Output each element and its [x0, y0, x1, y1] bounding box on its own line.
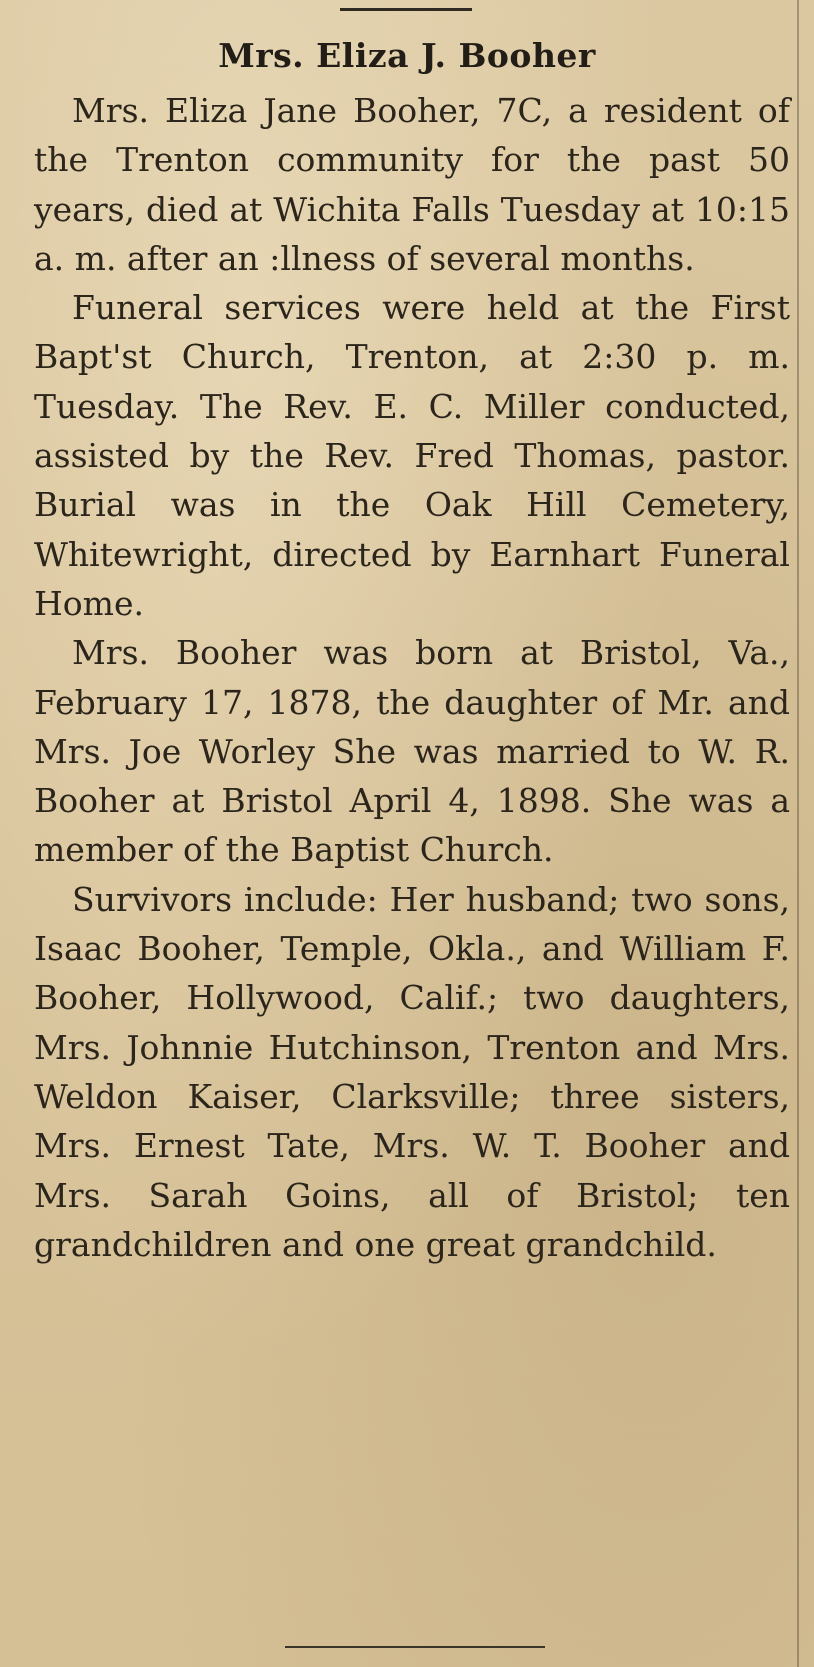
column-edge-line	[797, 0, 799, 1667]
obituary-headline: Mrs. Eliza J. Booher	[218, 36, 596, 75]
paragraph-biography: Mrs. Booher was born at Bristol, Va., February 17, 1878, the daughter of Mr. and Mrs. Joe Worley She was married to W. R. Booher at Bristol April 4, 1898. She was a member of the Baptist Church.	[34, 633, 790, 870]
paragraph-survivors: Survivors include: Her husband; two sons, Isaac Booher, Temple, Okla., and William F. Booher, Hollywood, Calif.; two daughters, Mrs. Johnnie Hutchinson, Trenton and Mrs. Weldon Kaiser, Clarksville; three sisters, Mrs. Ernest Tate, Mrs. W. T. Booher and Mrs. Sarah Goins, all of Bristol; ten grandchildren and one great grandchild.	[34, 879, 790, 1264]
paragraph-funeral-services: Funeral services were held at the First Bapt'st Church, Trenton, at 2:30 p. m. Tuesday. The Rev. E. C. Miller conducted, assisted by the Rev. Fred Thomas, pastor. Burial was in the Oak Hill Cemetery, Whitewright, directed by Earnhart Funeral Home.	[34, 288, 790, 623]
top-rule	[340, 8, 472, 11]
paragraph-death-notice: Mrs. Eliza Jane Booher, 7C, a resident of the Trenton community for the past 50 years, died at Wichita Falls Tuesday at 10:15 a. m. after an :llness of several months.	[34, 91, 790, 278]
bottom-rule	[285, 1646, 545, 1648]
obituary-body	[34, 86, 790, 1269]
